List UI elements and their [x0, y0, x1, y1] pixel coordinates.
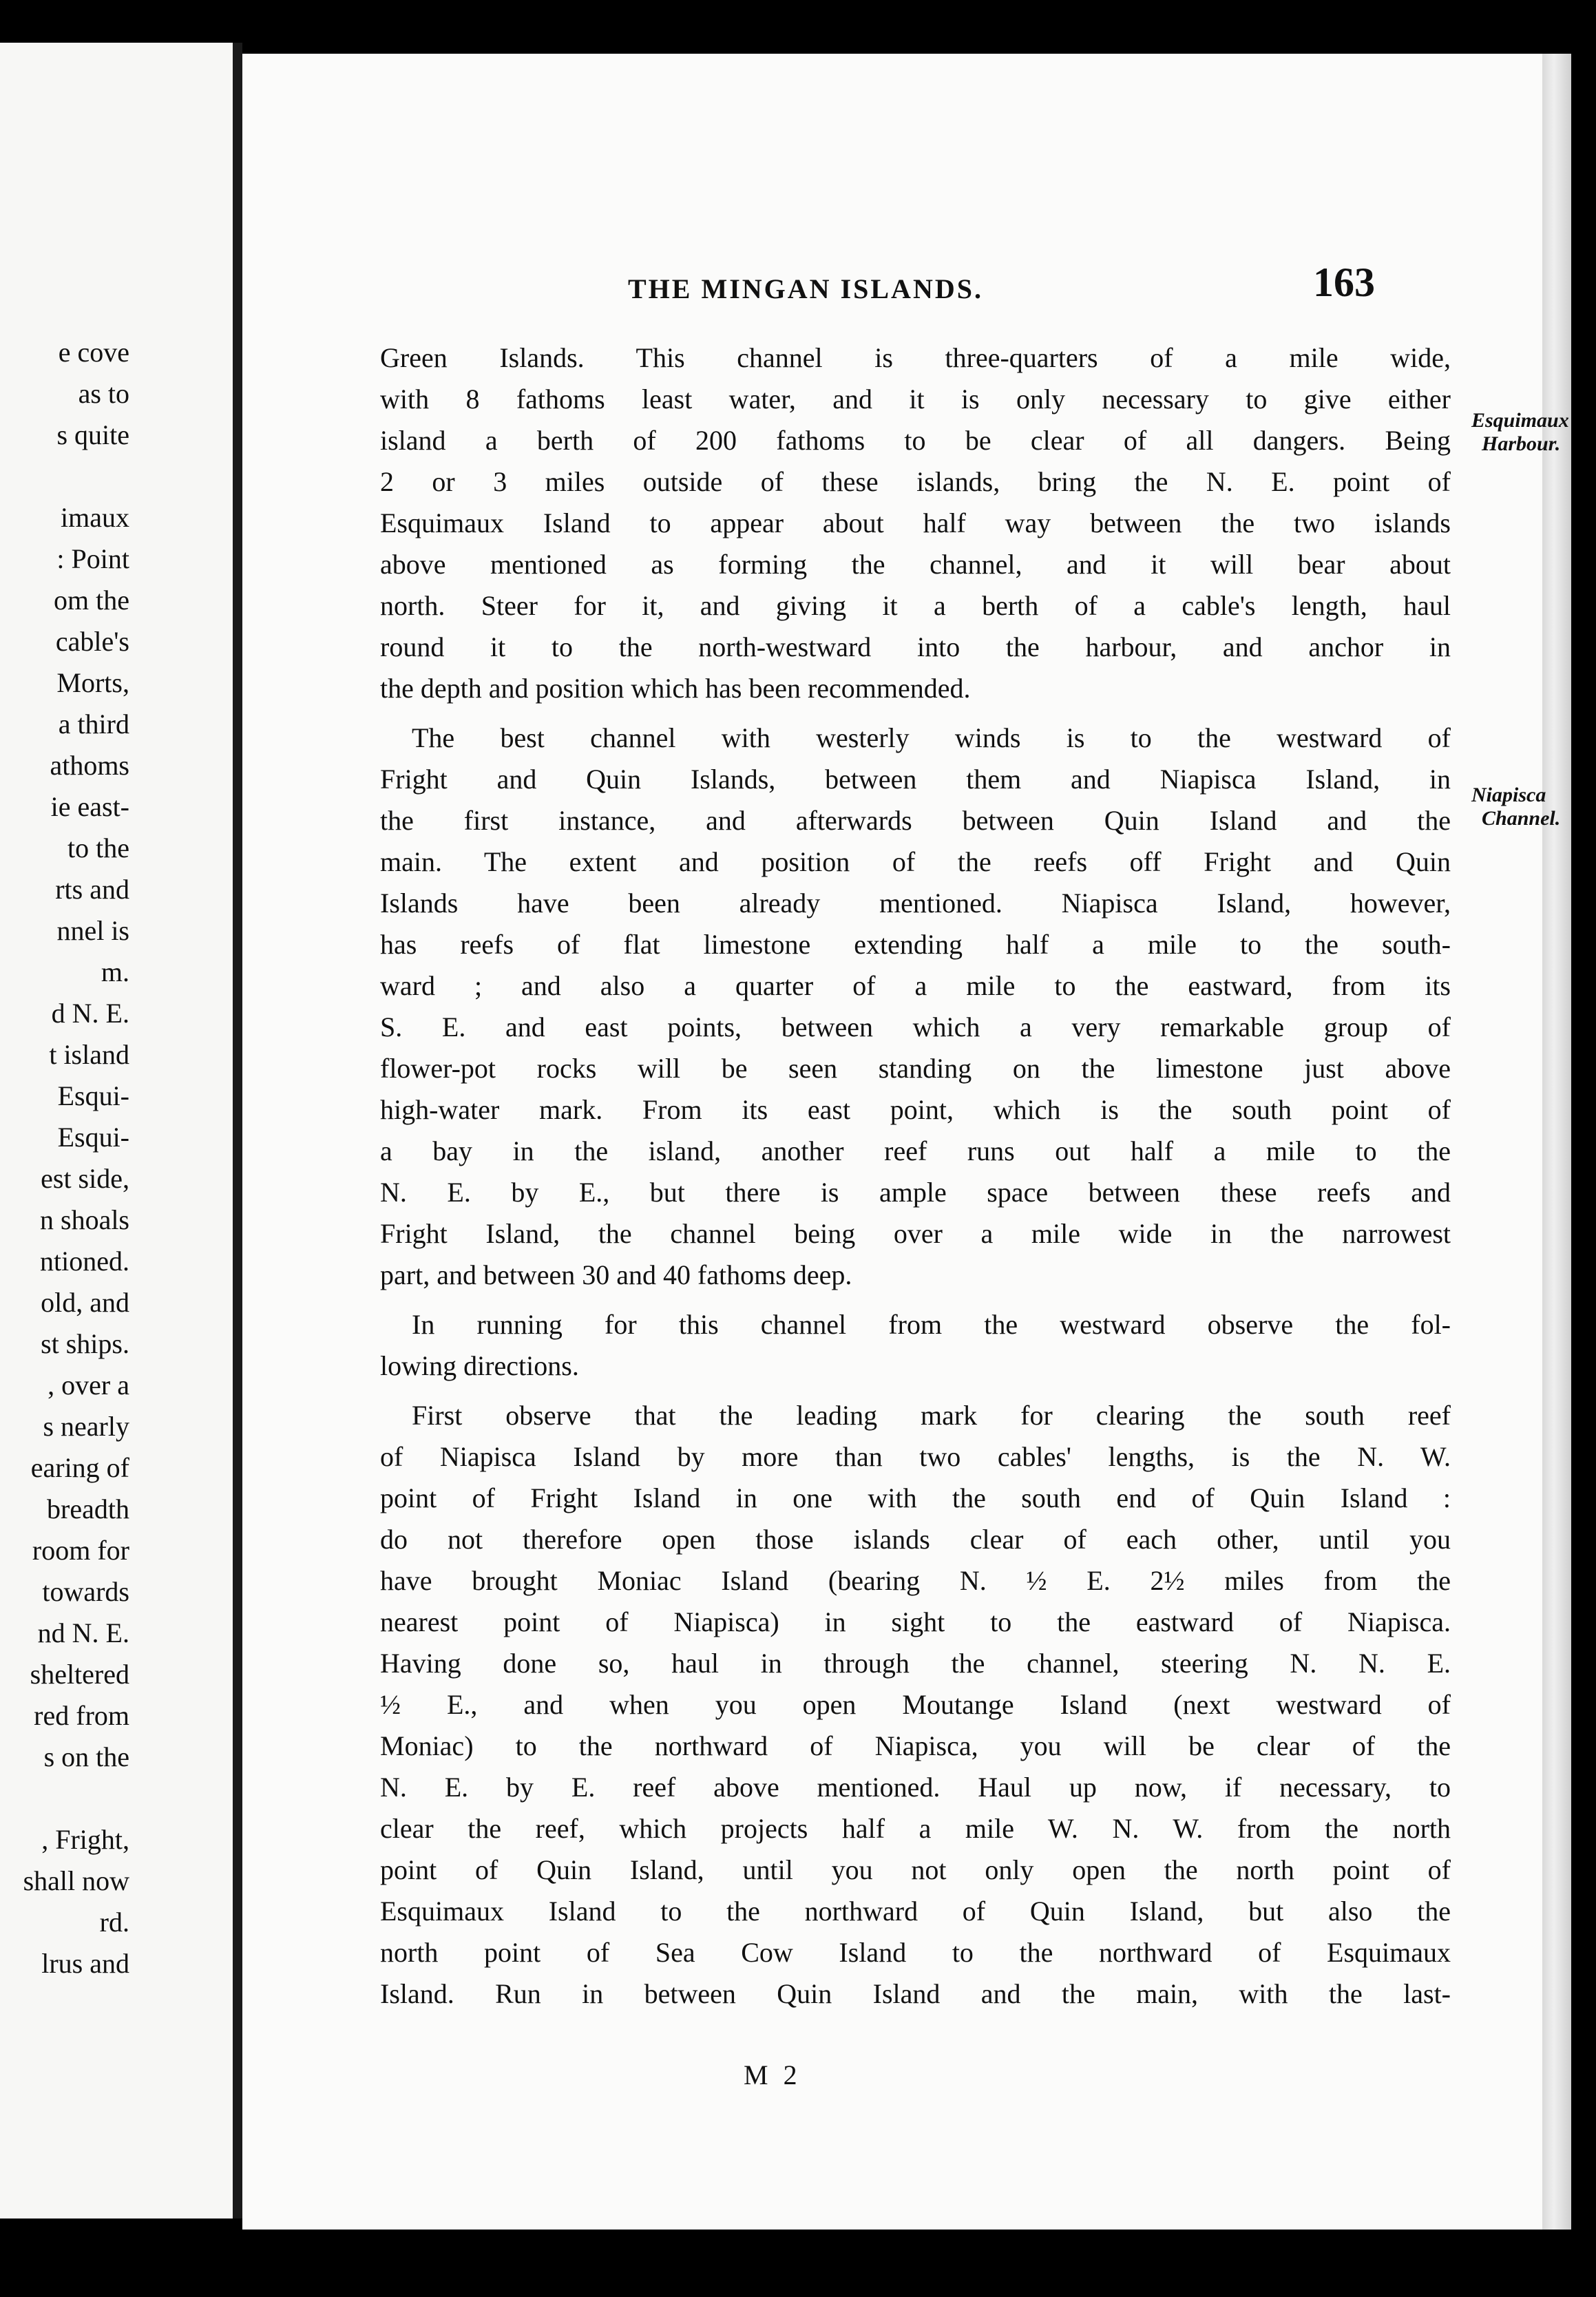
left-page-text-fragment: : Point	[56, 543, 129, 574]
paragraph	[380, 717, 1451, 1296]
left-page-text-fragment: rts and	[55, 874, 129, 905]
text-line: Having done so, haul in through the channel, steering N. N. E.	[380, 1648, 1451, 1679]
left-page-text-fragment: room for	[32, 1535, 129, 1566]
text-line: island a berth of 200 fathoms to be clear of all dangers. Being	[380, 425, 1451, 456]
paragraph	[380, 1304, 1451, 1387]
text-line: the depth and position which has been recommended.	[380, 673, 971, 704]
text-line: lowing directions.	[380, 1350, 579, 1381]
paragraph-gap	[380, 1387, 1451, 1395]
left-page-text-fragment: s nearly	[43, 1411, 129, 1442]
left-page-text-fragment: Morts,	[56, 667, 129, 698]
margin-note-channel: Channel.	[1482, 807, 1561, 830]
left-page-text-fragment: as to	[78, 378, 129, 409]
left-page-text-fragment: nd N. E.	[37, 1617, 129, 1648]
left-page-text-fragment: a third	[58, 709, 129, 740]
text-line: Esquimaux Island to appear about half way between the two islands	[380, 507, 1451, 538]
left-page-text-fragment: d N. E.	[51, 998, 129, 1029]
running-header: THE MINGAN ISLANDS.	[628, 273, 983, 304]
text-line: north point of Sea Cow Island to the northward of Esquimaux	[380, 1937, 1451, 1968]
left-page-text-fragment: , Fright,	[41, 1824, 129, 1855]
left-page-text-fragment: st ships.	[41, 1328, 129, 1359]
left-facing-page	[0, 43, 233, 2219]
left-page-text-fragment: cable's	[55, 626, 129, 657]
left-page-text-fragment: m.	[101, 956, 129, 987]
text-line: S. E. and east points, between which a very remarkable group of	[380, 1011, 1451, 1042]
left-page-text-fragment: , over a	[48, 1370, 129, 1401]
text-line: do not therefore open those islands clear of each other, until you	[380, 1524, 1451, 1555]
text-line: point of Fright Island in one with the south end of Quin Island :	[380, 1482, 1451, 1513]
text-line: high-water mark. From its east point, which is the south point of	[380, 1094, 1451, 1125]
text-line: flower-pot rocks will be seen standing on the limestone just above	[380, 1053, 1451, 1084]
text-line: clear the reef, which projects half a mile W. N. W. from the north	[380, 1813, 1451, 1844]
left-page-text-fragment: earing of	[30, 1452, 129, 1483]
text-line: 2 or 3 miles outside of these islands, bring the N. E. point of	[380, 466, 1451, 497]
text-line: In running for this channel from the westward observe the fol-	[412, 1309, 1451, 1340]
left-page-text-fragment: n shoals	[40, 1204, 129, 1235]
left-page-text-fragment: Esqui-	[57, 1122, 129, 1153]
margin-note-esquimaux: Esquimaux	[1471, 409, 1569, 432]
text-line: with 8 fathoms least water, and it is only necessary to give either	[380, 384, 1451, 415]
left-page-text-fragment: sheltered	[30, 1659, 129, 1690]
left-page-text-fragment: athoms	[50, 750, 129, 781]
text-line: The best channel with westerly winds is to the westward of	[412, 722, 1451, 753]
left-page-text-fragment: e cove	[58, 337, 129, 368]
text-line: Esquimaux Island to the northward of Quin Island, but also the	[380, 1896, 1451, 1927]
page-edge-shadow	[1542, 54, 1571, 2230]
text-line: N. E. by E., but there is ample space between these reefs and	[380, 1177, 1451, 1208]
left-page-text-fragment: shall now	[23, 1865, 129, 1896]
left-page-text-fragment: s quite	[56, 419, 129, 450]
paragraph-gap	[380, 709, 1451, 717]
margin-note-niapisca: Niapisca	[1471, 784, 1546, 806]
margin-note-harbour: Harbour.	[1482, 432, 1561, 455]
text-line: of Niapisca Island by more than two cables' lengths, is the N. W.	[380, 1441, 1451, 1472]
book-spine	[233, 43, 242, 2219]
text-line: ward ; and also a quarter of a mile to the eastward, from its	[380, 970, 1451, 1001]
text-line: N. E. by E. reef above mentioned. Haul up now, if necessary, to	[380, 1772, 1451, 1803]
text-line: Fright and Quin Islands, between them and Niapisca Island, in	[380, 764, 1451, 795]
paragraph	[380, 1395, 1451, 2015]
text-line: Fright Island, the channel being over a mile wide in the narrowest	[380, 1218, 1451, 1249]
text-line: have brought Moniac Island (bearing N. ½ E. 2½ miles from the	[380, 1565, 1451, 1596]
text-line: part, and between 30 and 40 fathoms deep.	[380, 1259, 852, 1290]
paragraph-gap	[380, 1296, 1451, 1304]
left-page-text-fragment: to the	[67, 832, 129, 863]
text-line: Moniac) to the northward of Niapisca, you will be clear of the	[380, 1730, 1451, 1761]
left-page-text-fragment: ie east-	[50, 791, 129, 822]
left-page-text-fragment: old, and	[41, 1287, 129, 1318]
text-line: nearest point of Niapisca) in sight to the eastward of Niapisca.	[380, 1606, 1451, 1637]
text-line: the first instance, and afterwards between Quin Island and the	[380, 805, 1451, 836]
text-line: north. Steer for it, and giving it a berth of a cable's length, haul	[380, 590, 1451, 621]
text-line: round it to the north-westward into the harbour, and anchor in	[380, 631, 1451, 662]
text-line: main. The extent and position of the reefs off Fright and Quin	[380, 846, 1451, 877]
text-line: Green Islands. This channel is three-quarters of a mile wide,	[380, 342, 1451, 373]
text-line: Island. Run in between Quin Island and the main, with the last-	[380, 1978, 1451, 2009]
left-page-text-fragment: om the	[54, 585, 129, 616]
left-page-text-fragment: t island	[49, 1039, 129, 1070]
left-page-text-fragment: lrus and	[41, 1948, 129, 1979]
text-line: First observe that the leading mark for clearing the south reef	[412, 1400, 1451, 1431]
text-line: Islands have been already mentioned. Niapisca Island, however,	[380, 888, 1451, 919]
signature-mark: M 2	[744, 2059, 801, 2090]
body-text	[380, 337, 1451, 2015]
left-page-text-fragment: red from	[34, 1700, 129, 1731]
left-page-text-fragment: Esqui-	[57, 1080, 129, 1111]
text-line: has reefs of flat limestone extending half a mile to the south-	[380, 929, 1451, 960]
text-line: above mentioned as forming the channel, and it will bear about	[380, 549, 1451, 580]
text-line: a bay in the island, another reef runs out half a mile to the	[380, 1135, 1451, 1166]
page-number: 163	[1313, 260, 1375, 305]
left-page-text-fragment: s on the	[43, 1741, 129, 1772]
right-page	[242, 54, 1571, 2230]
paragraph	[380, 337, 1451, 709]
left-page-text-fragment: ntioned.	[40, 1246, 129, 1277]
left-page-text-fragment: rd.	[99, 1907, 129, 1938]
left-page-text-fragment: breadth	[47, 1493, 129, 1524]
left-page-text-fragment: nnel is	[56, 915, 129, 946]
left-page-text-fragment: towards	[42, 1576, 129, 1607]
left-page-text-fragment: est side,	[41, 1163, 129, 1194]
left-page-text-fragment: imaux	[61, 502, 129, 533]
text-line: point of Quin Island, until you not only open the north point of	[380, 1854, 1451, 1885]
text-line: ½ E., and when you open Moutange Island (next westward of	[380, 1689, 1451, 1720]
